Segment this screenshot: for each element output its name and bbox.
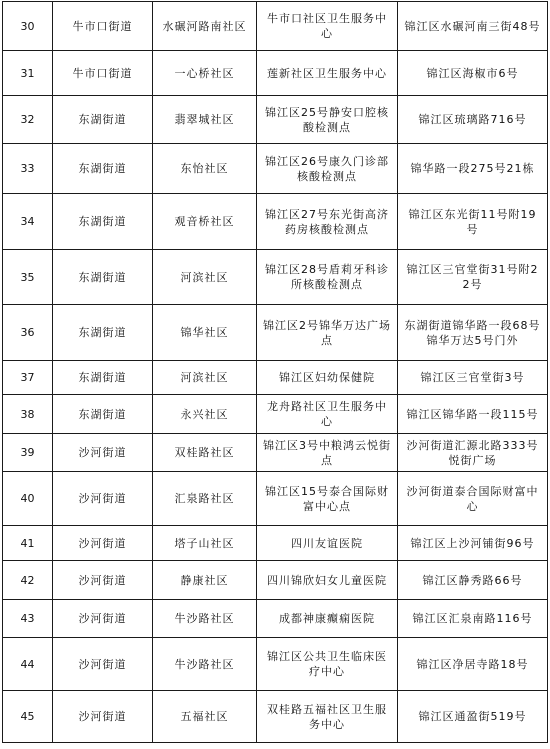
community-cell: 河滨社区 xyxy=(153,250,257,305)
row-number: 33 xyxy=(3,144,53,194)
testing-site-cell: 锦江区3号中粮鸿云悦街点 xyxy=(257,434,398,472)
table-row xyxy=(3,395,548,434)
row-number: 41 xyxy=(3,526,53,561)
row-number: 37 xyxy=(3,361,53,395)
testing-site-cell: 锦江区妇幼保健院 xyxy=(257,361,398,395)
street-cell: 沙河街道 xyxy=(53,561,153,600)
address-cell: 锦江区琉璃路716号 xyxy=(398,96,548,144)
street-cell: 东湖街道 xyxy=(53,250,153,305)
address-cell: 锦江区三官堂街31号附22号 xyxy=(398,250,548,305)
address-cell: 锦江区锦华路一段115号 xyxy=(398,395,548,434)
table-row xyxy=(3,194,548,250)
community-cell: 静康社区 xyxy=(153,561,257,600)
community-cell: 五福社区 xyxy=(153,691,257,743)
row-number: 42 xyxy=(3,561,53,600)
testing-site-cell: 成都神康癫痫医院 xyxy=(257,600,398,638)
address-cell: 锦江区汇泉南路116号 xyxy=(398,600,548,638)
address-cell: 锦江区静秀路66号 xyxy=(398,561,548,600)
street-cell: 东湖街道 xyxy=(53,361,153,395)
community-cell: 一心桥社区 xyxy=(153,51,257,96)
table-row xyxy=(3,305,548,361)
community-cell: 水碾河路南社区 xyxy=(153,2,257,51)
street-cell: 沙河街道 xyxy=(53,600,153,638)
address-cell: 锦江区三官堂街3号 xyxy=(398,361,548,395)
street-cell: 东湖街道 xyxy=(53,96,153,144)
table-row xyxy=(3,51,548,96)
street-cell: 沙河街道 xyxy=(53,434,153,472)
row-number: 35 xyxy=(3,250,53,305)
address-cell: 锦华路一段275号21栋 xyxy=(398,144,548,194)
testing-site-cell: 牛市口社区卫生服务中心 xyxy=(257,2,398,51)
community-cell: 河滨社区 xyxy=(153,361,257,395)
address-cell: 锦江区通盈街519号 xyxy=(398,691,548,743)
table-row xyxy=(3,96,548,144)
table-row xyxy=(3,144,548,194)
table-row xyxy=(3,2,548,51)
community-cell: 汇泉路社区 xyxy=(153,472,257,526)
table-row xyxy=(3,434,548,472)
row-number: 44 xyxy=(3,638,53,691)
testing-site-cell: 锦江区28号盾莉牙科诊所核酸检测点 xyxy=(257,250,398,305)
community-cell: 塔子山社区 xyxy=(153,526,257,561)
street-cell: 沙河街道 xyxy=(53,691,153,743)
row-number: 34 xyxy=(3,194,53,250)
testing-site-cell: 龙舟路社区卫生服务中心 xyxy=(257,395,398,434)
community-cell: 翡翠城社区 xyxy=(153,96,257,144)
address-cell: 沙河街道汇源北路333号悦街广场 xyxy=(398,434,548,472)
address-cell: 锦江区净居寺路18号 xyxy=(398,638,548,691)
testing-site-cell: 莲新社区卫生服务中心 xyxy=(257,51,398,96)
row-number: 30 xyxy=(3,2,53,51)
testing-sites-table xyxy=(2,1,548,743)
street-cell: 沙河街道 xyxy=(53,638,153,691)
row-number: 31 xyxy=(3,51,53,96)
address-cell: 锦江区上沙河铺街96号 xyxy=(398,526,548,561)
table-row xyxy=(3,691,548,743)
testing-site-cell: 锦江区27号东光街高济药房核酸检测点 xyxy=(257,194,398,250)
row-number: 36 xyxy=(3,305,53,361)
testing-site-cell: 锦江区26号康久门诊部核酸检测点 xyxy=(257,144,398,194)
address-cell: 东湖街道锦华路一段68号锦华万达5号门外 xyxy=(398,305,548,361)
row-number: 32 xyxy=(3,96,53,144)
street-cell: 牛市口街道 xyxy=(53,2,153,51)
table-row xyxy=(3,526,548,561)
table-row xyxy=(3,472,548,526)
table-row xyxy=(3,600,548,638)
row-number: 39 xyxy=(3,434,53,472)
address-cell: 锦江区海椒市6号 xyxy=(398,51,548,96)
testing-site-cell: 四川友谊医院 xyxy=(257,526,398,561)
testing-site-cell: 锦江区公共卫生临床医疗中心 xyxy=(257,638,398,691)
row-number: 45 xyxy=(3,691,53,743)
address-cell: 锦江区东光街11号附19号 xyxy=(398,194,548,250)
testing-site-cell: 四川锦欣妇女儿童医院 xyxy=(257,561,398,600)
table-row xyxy=(3,361,548,395)
street-cell: 东湖街道 xyxy=(53,395,153,434)
table-body xyxy=(3,2,548,743)
street-cell: 牛市口街道 xyxy=(53,51,153,96)
community-cell: 牛沙路社区 xyxy=(153,638,257,691)
community-cell: 锦华社区 xyxy=(153,305,257,361)
community-cell: 双桂路社区 xyxy=(153,434,257,472)
table-row xyxy=(3,250,548,305)
community-cell: 东怡社区 xyxy=(153,144,257,194)
community-cell: 牛沙路社区 xyxy=(153,600,257,638)
street-cell: 沙河街道 xyxy=(53,472,153,526)
table-row xyxy=(3,638,548,691)
testing-site-cell: 锦江区2号锦华万达广场点 xyxy=(257,305,398,361)
row-number: 40 xyxy=(3,472,53,526)
testing-site-cell: 锦江区15号泰合国际财富中心点 xyxy=(257,472,398,526)
street-cell: 沙河街道 xyxy=(53,526,153,561)
row-number: 43 xyxy=(3,600,53,638)
row-number: 38 xyxy=(3,395,53,434)
community-cell: 永兴社区 xyxy=(153,395,257,434)
street-cell: 东湖街道 xyxy=(53,305,153,361)
testing-site-cell: 锦江区25号静安口腔核酸检测点 xyxy=(257,96,398,144)
community-cell: 观音桥社区 xyxy=(153,194,257,250)
table-row xyxy=(3,561,548,600)
street-cell: 东湖街道 xyxy=(53,194,153,250)
address-cell: 锦江区水碾河南三街48号 xyxy=(398,2,548,51)
street-cell: 东湖街道 xyxy=(53,144,153,194)
testing-site-cell: 双桂路五福社区卫生服务中心 xyxy=(257,691,398,743)
address-cell: 沙河街道泰合国际财富中心 xyxy=(398,472,548,526)
